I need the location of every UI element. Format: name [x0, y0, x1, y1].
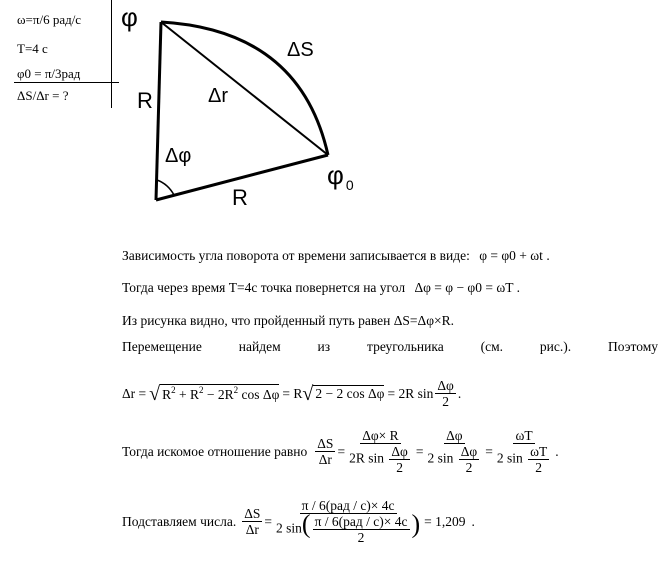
result-value: = 1,209	[424, 513, 466, 529]
given-period: T=4 с	[17, 41, 48, 56]
angle-arc	[157, 180, 174, 195]
given-omega: ω=π/6 рад/с	[17, 12, 82, 27]
line-path-length: Из рисунка видно, что пройденный путь равен ΔS=Δφ×R.	[122, 313, 455, 328]
given-phi0: φ0 = π/3рад	[17, 66, 81, 81]
label-delta-r: Δr	[208, 85, 229, 107]
formula-delta-r: Δr = √ $R^2 + R^2 - 2R^2$ cos Δφ = R √ 2 − 2 cos Δφ = 2R sin $\frac{\Delta\varphi}{2}$ .	[122, 378, 462, 409]
label-delta-phi: Δφ	[165, 145, 192, 167]
given-question: ΔS/Δr = ?	[17, 88, 69, 103]
label-delta-s: ΔS	[287, 39, 314, 61]
label-phi: φ	[121, 2, 138, 32]
line-rotation-angle: Тогда через время T=4с точка повернется на угол Δφ = φ − φ0 = ωT .	[122, 280, 520, 295]
formula-ratio: Тогда искомое отношение равно $\frac{\Delta S}{\Delta r}$ = Δφ× R 2R sin $\frac{\Delta\varphi}{2}$ = Δφ 2 sin $\frac{\Delta\varphi}{2}$ = ωT 2 sin $\frac{\omega T}{2}$ .	[122, 428, 559, 475]
label-phi0: φ $_0$	[327, 160, 354, 193]
line-angle-dependence: Зависимость угла поворота от времени записывается в виде: φ = φ0 + ωt .	[122, 248, 550, 263]
formula-numeric: Подставляем числа. $\frac{\Delta S}{\Delta r}$ = π / 6(рад / с)× 4с 2 sin( $\frac{\text{π / 6(рад / с)× 4с}}{2}$ ) = 1,209 .	[122, 498, 475, 545]
formula-delta-phi: Δφ = φ − φ0 = ωT	[414, 280, 514, 295]
label-r-bottom: R	[232, 185, 248, 210]
formula-phi-t: φ = φ0 + ωt	[479, 248, 543, 263]
radius-left-line	[156, 22, 161, 200]
label-r-left: R	[137, 88, 153, 113]
line-displacement: Перемещение найдем из треугольника (см. рис.). Поэтому	[122, 339, 658, 354]
